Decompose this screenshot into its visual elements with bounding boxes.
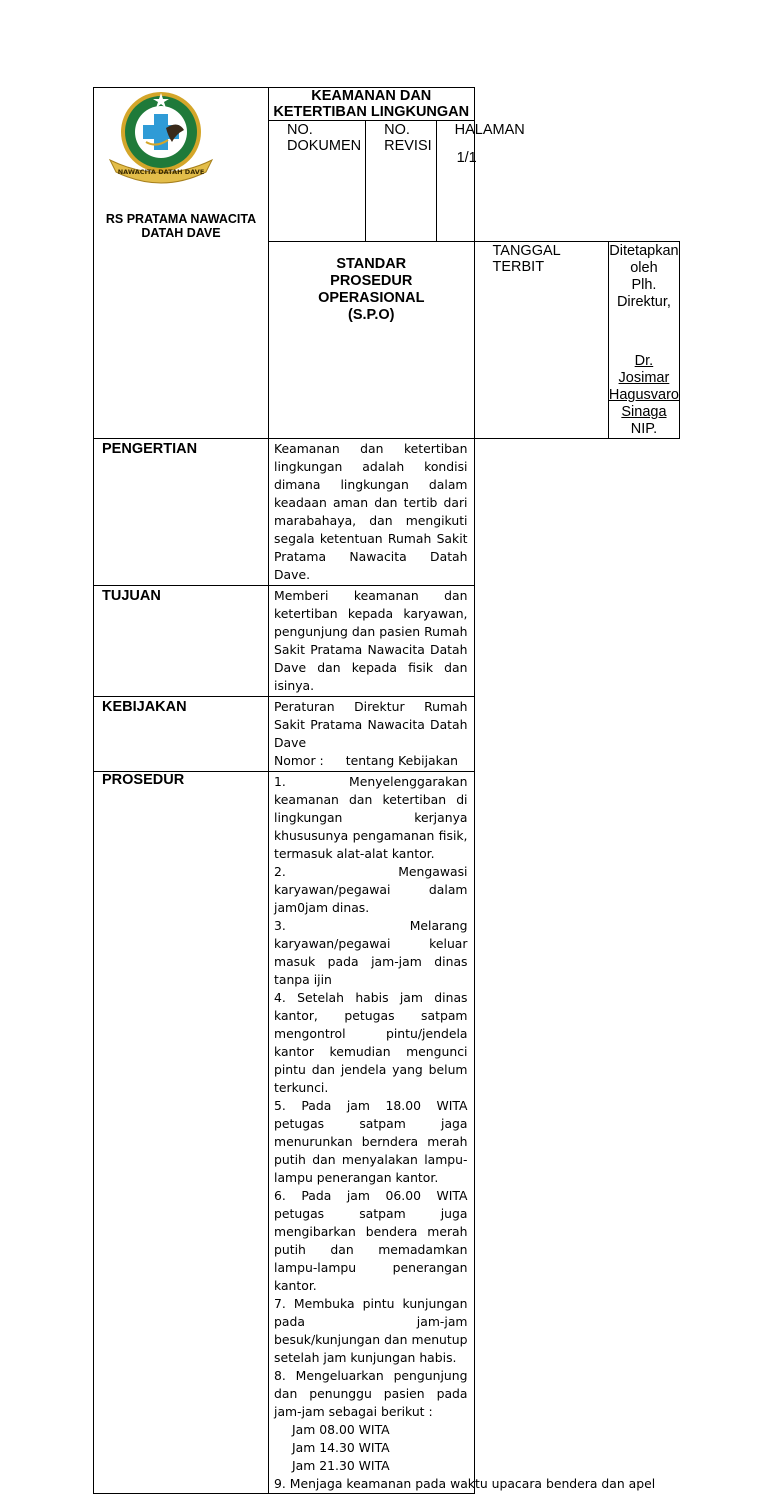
prosedur-step: 1. Menyelenggarakan keamanan dan ketertiban di lingkungan kerjanya khususunya pengamanan fisik, termasuk alat-alat kantor. bbox=[274, 774, 468, 861]
prosedur-text bbox=[269, 772, 656, 1494]
prosedur-step: 2. Mengawasi karyawan/pegawai dalam jam0jam dinas. bbox=[274, 864, 468, 915]
halaman-field bbox=[437, 121, 529, 241]
approval-row bbox=[474, 242, 680, 439]
prosedur-label: PROSEDUR bbox=[94, 772, 269, 1494]
prosedur-step: 7. Membuka pintu kunjungan pada jam-jam besuk/kunjungan dan menutup setelah jam kunjungan habis. bbox=[274, 1296, 468, 1365]
signer-name: Dr. Josimar Hagusvaro Sinaga bbox=[608, 353, 679, 420]
jam-item: Jam 08.00 WITA bbox=[292, 1422, 390, 1437]
document-header-fields bbox=[269, 121, 525, 242]
jam-item: Jam 14.30 WITA bbox=[292, 1440, 390, 1455]
prosedur-step: 8. Mengeluarkan pengunjung dan penunggu pasien pada jam-jam sebagai berikut : bbox=[274, 1368, 468, 1419]
signer-nip: NIP. bbox=[630, 421, 658, 437]
tujuan-label: TUJUAN bbox=[94, 586, 269, 697]
hospital-logo-icon bbox=[106, 90, 216, 190]
ditetapkan-block: Ditetapkan oleh Plh. Direktur, Dr. Josimar Hagusvaro Sinaga NIP. bbox=[608, 243, 679, 437]
no-revisi-label: NO. REVISI bbox=[366, 121, 437, 241]
pengertian-text: Keamanan dan ketertiban lingkungan adalah kondisi dimana lingkungan dalam keadaan aman dan tertib dari marabahaya, dan mengikuti segala ketentuan Rumah Sakit Pratama Nawacita Datah Dave. bbox=[269, 439, 475, 586]
prosedur-step: 5. Pada jam 18.00 WITA petugas satpam jaga menurunkan berndera merah putih dan menyalakan lampu-lampu penerangan kantor. bbox=[274, 1098, 468, 1185]
no-dokumen-label: NO. DOKUMEN bbox=[269, 121, 366, 241]
spo-table bbox=[93, 87, 680, 1494]
halaman-value: 1/1 bbox=[456, 150, 477, 166]
halaman-label: HALAMAN bbox=[454, 122, 525, 138]
prosedur-step: 4. Setelah habis jam dinas kantor, petugas satpam mengontrol pintu/jendela kantor kemudian mengunci pintu dan jendela yang belum terkunci. bbox=[274, 990, 468, 1095]
prosedur-step: 9. Menjaga keamanan pada waktu upacara bendera dan apel bbox=[274, 1476, 656, 1491]
spo-label: STANDAR PROSEDUR OPERASIONAL (S.P.O) bbox=[269, 242, 475, 439]
jam-item: Jam 21.30 WITA bbox=[292, 1458, 390, 1473]
prosedur-step: 3. Melarang karyawan/pegawai keluar masuk pada jam-jam dinas tanpa ijin bbox=[274, 918, 468, 987]
hospital-name: RS PRATAMA NAWACITA DATAH DAVE bbox=[105, 212, 257, 240]
svg-text:NAWACITA DATAH DAVE: NAWACITA DATAH DAVE bbox=[117, 168, 205, 176]
spo-document bbox=[93, 87, 680, 1494]
prosedur-step: 6. Pada jam 06.00 WITA petugas satpam juga mengibarkan bendera merah putih dan memadamkan lampu-lampu penerangan kantor. bbox=[274, 1188, 468, 1293]
tanggal-terbit-label: TANGGAL TERBIT bbox=[475, 242, 609, 438]
hospital-logo-cell bbox=[94, 88, 269, 439]
tujuan-text: Memberi keamanan dan ketertiban kepada karyawan, pengunjung dan pasien Rumah Sakit Pratama Nawacita Datah Dave dan kepada fisik dan isinya. bbox=[269, 586, 475, 697]
kebijakan-label: KEBIJAKAN bbox=[94, 697, 269, 772]
kebijakan-text: Peraturan Direktur Rumah Sakit Pratama Nawacita Datah Dave Nomor : tentang Kebijakan bbox=[269, 697, 475, 772]
document-title: KEAMANAN DAN KETERTIBAN LINGKUNGAN bbox=[269, 88, 475, 121]
pengertian-label: PENGERTIAN bbox=[94, 439, 269, 586]
